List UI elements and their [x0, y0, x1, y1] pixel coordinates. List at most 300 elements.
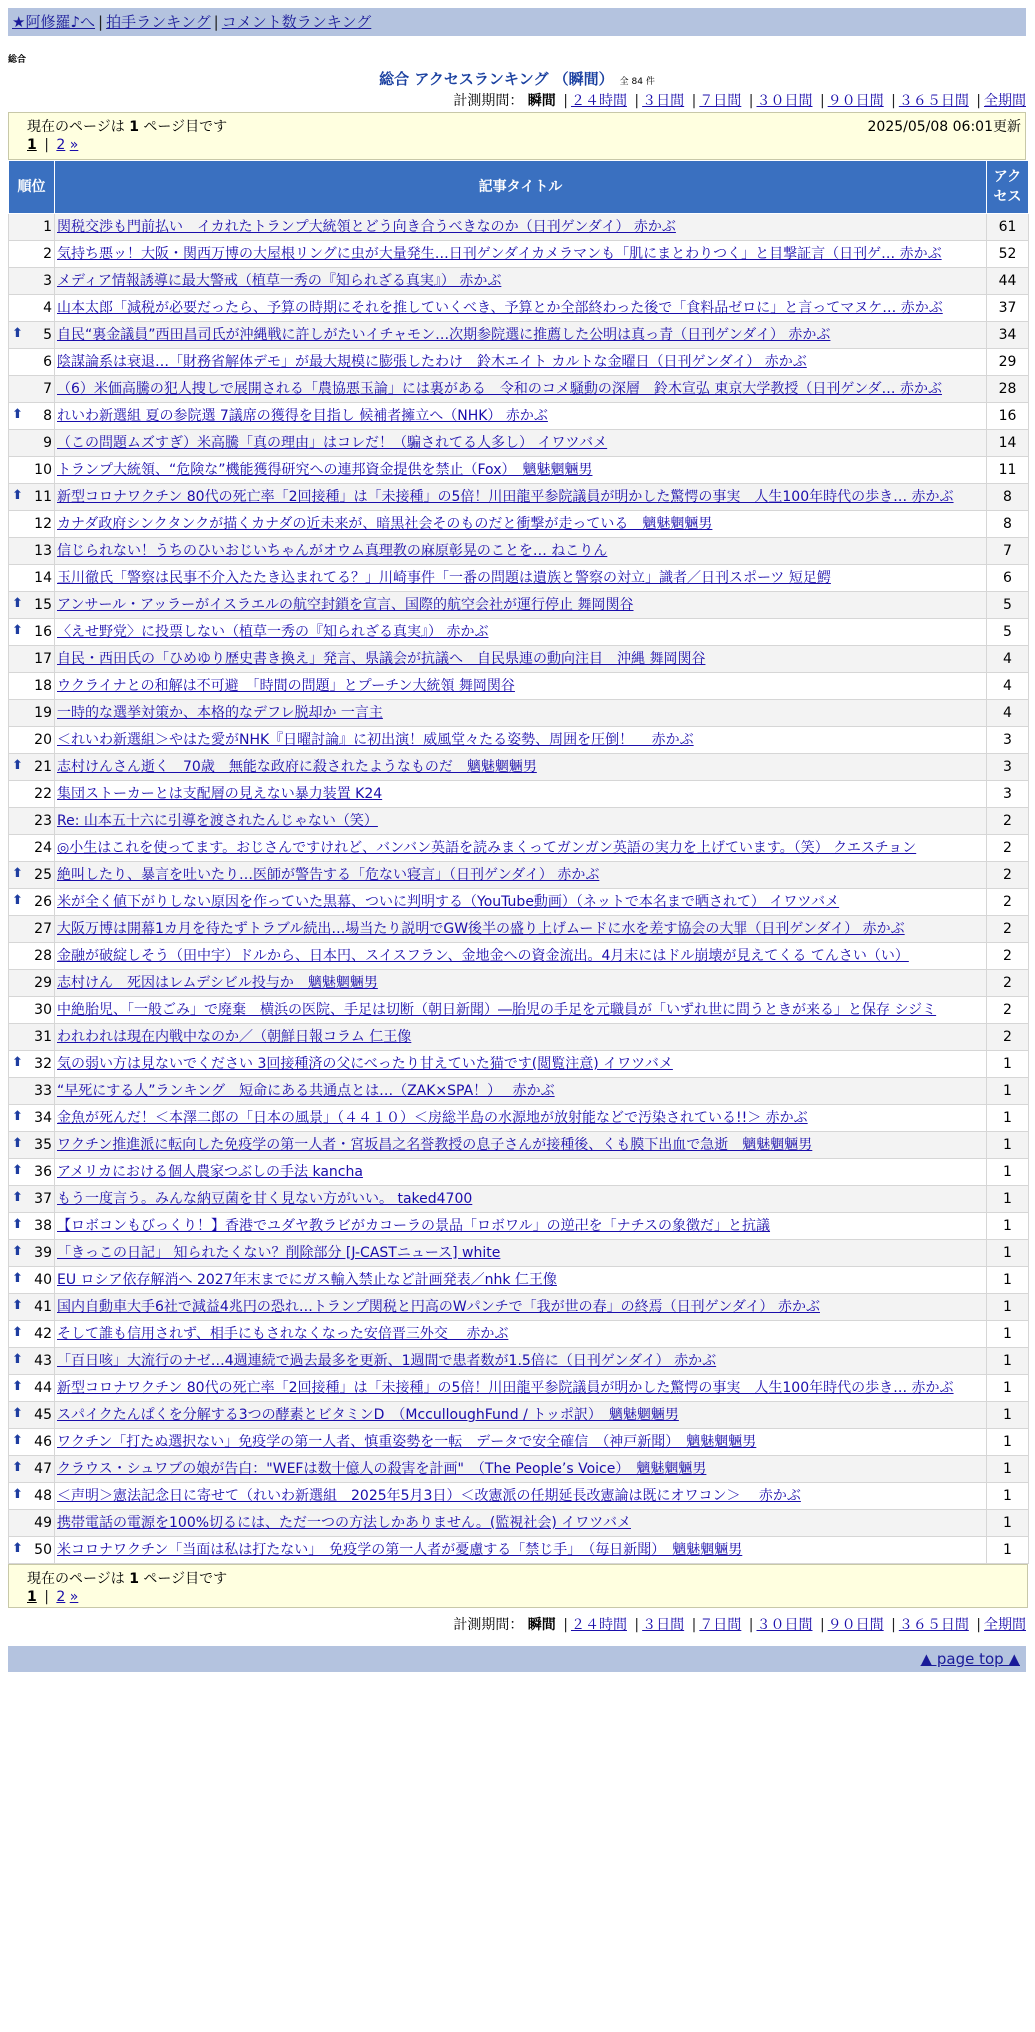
rank-number: 39: [34, 1245, 52, 1261]
rank-cell: [9, 295, 55, 322]
rank-cell: [9, 457, 55, 484]
pager: 1 | 2 »: [27, 137, 79, 153]
title-cell: [55, 1537, 987, 1564]
footer-bar: [8, 1646, 1026, 1672]
article-title-link[interactable]: メディア情報誘導に最大警戒（植草一秀の『知られざる真実』） 赤かぶ: [57, 273, 502, 289]
table-row: [9, 1375, 1029, 1402]
period-label-bottom: 計測期間：: [453, 1617, 524, 1633]
home-link[interactable]: ★阿修羅♪へ: [12, 13, 96, 31]
rank-cell: [9, 1483, 55, 1510]
access-count: 1: [987, 1429, 1029, 1456]
col-title-header: 記事タイトル: [55, 161, 987, 214]
article-title-link[interactable]: 自民“裏金議員”西田昌司氏が沖縄戦に許しがたいイチャモン…次期参院選に推薦した公明は真っ青（日刊ゲンダイ） 赤かぶ: [57, 327, 831, 343]
period-link-30d-bottom[interactable]: ３０日間: [756, 1617, 813, 1633]
article-title-link[interactable]: そして誰も信用されず、相手にもされなくなった安倍晋三外交 赤かぶ: [57, 1326, 509, 1342]
ranking-title-row: [8, 68, 1026, 90]
article-title-link[interactable]: 「百日咳」大流行のナゼ…4週連続で過去最多を更新、1週間で患者数が1.5倍に（日刊ゲンダイ） 赤かぶ: [57, 1353, 717, 1369]
page-1-current: 1: [27, 137, 37, 153]
table-row: [9, 1051, 1029, 1078]
access-count: 7: [987, 538, 1029, 565]
rank-number: 42: [34, 1326, 52, 1342]
article-title-link[interactable]: 陰謀論系は衰退…「財務省解体デモ」が最大規模に膨張したわけ 鈴木エイト カルトな金曜日（日刊ゲンダイ） 赤かぶ: [57, 354, 807, 370]
title-cell: [55, 727, 987, 754]
rank-number: 3: [43, 273, 52, 289]
col-access-header: アクセス: [987, 161, 1029, 214]
table-row: [9, 646, 1029, 673]
table-row: [9, 916, 1029, 943]
article-title-link[interactable]: 国内自動車大手6社で減益4兆円の恐れ…トランプ関税と円高のWパンチで「我が世の春」の終焉（日刊ゲンダイ） 赤かぶ: [57, 1299, 820, 1315]
access-count: 1: [987, 1510, 1029, 1537]
access-count: 4: [987, 673, 1029, 700]
table-row: [9, 349, 1029, 376]
rank-cell: [9, 835, 55, 862]
rank-up-arrow-icon: ⬆: [12, 893, 23, 908]
table-row: [9, 592, 1029, 619]
rank-number: 48: [34, 1488, 52, 1504]
title-cell: [55, 268, 987, 295]
title-cell: [55, 997, 987, 1024]
table-row: [9, 241, 1029, 268]
rank-number: 15: [34, 597, 52, 613]
access-count: 5: [987, 619, 1029, 646]
rank-cell: [9, 1213, 55, 1240]
access-count: 1: [987, 1132, 1029, 1159]
rank-number: 6: [43, 354, 52, 370]
rank-cell: [9, 1132, 55, 1159]
article-title-link[interactable]: ＜声明＞憲法記念日に寄せて（れいわ新選組 2025年5月3日）＜改憲派の任期延長改憲論は既にオワコン＞ 赤かぶ: [57, 1488, 801, 1504]
access-count: 1: [987, 1321, 1029, 1348]
access-count: 2: [987, 1024, 1029, 1051]
title-cell: [55, 619, 987, 646]
period-link-24h[interactable]: ２４時間: [570, 93, 627, 109]
rank-number: 8: [43, 408, 52, 424]
title-cell: [55, 241, 987, 268]
rank-number: 33: [34, 1083, 52, 1099]
rank-up-arrow-icon: ⬆: [12, 1298, 23, 1313]
rank-cell: [9, 1186, 55, 1213]
title-cell: [55, 1483, 987, 1510]
rank-cell: [9, 700, 55, 727]
access-count: 1: [987, 1213, 1029, 1240]
access-count: 1: [987, 1240, 1029, 1267]
rank-up-arrow-icon: ⬆: [12, 1136, 23, 1151]
period-current-bottom: 瞬間: [527, 1617, 556, 1633]
updated-time: 2025/05/08 06:01更新: [867, 119, 1021, 135]
access-count: 1: [987, 1375, 1029, 1402]
article-title-link[interactable]: 玉川徹氏「警察は民事不介入たたき込まれてる？」川崎事件「一番の問題は遺族と警察の対立」識者／日刊スポーツ 短足鰐: [57, 570, 831, 586]
article-title-link[interactable]: アメリカにおける個人農家つぶしの手法 kancha: [57, 1164, 363, 1180]
rank-number: 11: [34, 489, 52, 505]
access-count: 1: [987, 1294, 1029, 1321]
table-row: [9, 538, 1029, 565]
rank-number: 41: [34, 1299, 52, 1315]
ranking-title: 総合 アクセスランキング （瞬間）: [379, 70, 614, 88]
rank-cell: [9, 1078, 55, 1105]
access-count: 16: [987, 403, 1029, 430]
period-link-7d[interactable]: ７日間: [699, 93, 742, 109]
rank-cell: [9, 1267, 55, 1294]
title-cell: [55, 1402, 987, 1429]
access-count: 61: [987, 214, 1029, 241]
rank-cell: [9, 781, 55, 808]
access-count: 8: [987, 484, 1029, 511]
title-cell: [55, 835, 987, 862]
article-title-link[interactable]: ＜れいわ新選組＞やはた愛がNHK『日曜討論』に初出演！威風堂々たる姿勢、周囲を圧倒！ 赤かぶ: [57, 732, 694, 748]
rank-cell: [9, 268, 55, 295]
title-cell: [55, 322, 987, 349]
table-row: [9, 1483, 1029, 1510]
access-count: 4: [987, 700, 1029, 727]
current-page-number-bottom: 1: [129, 1571, 139, 1587]
title-cell: [55, 943, 987, 970]
rank-cell: [9, 1240, 55, 1267]
period-link-90d-bottom[interactable]: ９０日間: [827, 1617, 884, 1633]
rank-number: 12: [34, 516, 52, 532]
access-count: 11: [987, 457, 1029, 484]
rank-number: 13: [34, 543, 52, 559]
table-row: [9, 268, 1029, 295]
title-cell: [55, 295, 987, 322]
access-count: 28: [987, 376, 1029, 403]
rank-cell: [9, 214, 55, 241]
rank-number: 49: [34, 1515, 52, 1531]
title-cell: [55, 889, 987, 916]
access-count: 44: [987, 268, 1029, 295]
article-title-link[interactable]: （この問題ムズすぎ）米高騰「真の理由」はコレだ！（騙されてる人多し） イワツバメ: [57, 435, 608, 451]
rank-up-arrow-icon: ⬆: [12, 1433, 23, 1448]
title-cell: [55, 916, 987, 943]
title-cell: [55, 511, 987, 538]
article-title-link[interactable]: 志村けん 死因はレムデシビル投与か 魑魅魍魎男: [57, 975, 378, 991]
period-link-all[interactable]: 全期間: [984, 93, 1026, 109]
article-title-link[interactable]: 集団ストーカーとは支配層の見えない暴力装置 K24: [57, 786, 383, 802]
rank-cell: [9, 1429, 55, 1456]
table-row: [9, 619, 1029, 646]
rank-number: 35: [34, 1137, 52, 1153]
title-cell: [55, 673, 987, 700]
article-title-link[interactable]: 気の弱い方は見ないでください 3回接種済の父にべったり甘えていた猫です(閲覧注意) イワツバメ: [57, 1056, 673, 1072]
title-cell: [55, 538, 987, 565]
title-cell: [55, 349, 987, 376]
table-row: [9, 565, 1029, 592]
table-row: [9, 754, 1029, 781]
rank-cell: [9, 1375, 55, 1402]
article-title-link[interactable]: 一時的な選挙対策か、本格的なデフレ脱却か 一言主: [57, 705, 383, 721]
rank-number: 17: [34, 651, 52, 667]
article-title-link[interactable]: EU ロシア依存解消へ 2027年末までにガス輸入禁止など計画発表／nhk 仁王像: [57, 1272, 557, 1288]
table-row: [9, 1429, 1029, 1456]
title-cell: [55, 1429, 987, 1456]
nav-separator: |: [98, 13, 104, 31]
access-count: 4: [987, 646, 1029, 673]
article-title-link[interactable]: （6）米価高騰の犯人捜しで展開される「農協悪玉論」には裏がある 令和のコメ騒動の深層 鈴木宣弘 東京大学教授（日刊ゲンダ… 赤かぶ: [57, 381, 942, 397]
page-2-link-bottom[interactable]: 2: [56, 1589, 66, 1605]
table-row: [9, 511, 1029, 538]
rank-number: 46: [34, 1434, 52, 1450]
title-cell: [55, 1294, 987, 1321]
title-cell: [55, 1240, 987, 1267]
rank-number: 9: [43, 435, 52, 451]
rank-up-arrow-icon: ⬆: [12, 1109, 23, 1124]
table-row: [9, 1240, 1029, 1267]
period-link-3d-bottom[interactable]: ３日間: [642, 1617, 685, 1633]
current-page-text: 現在のページは 1 ページ目です: [27, 119, 228, 135]
rank-number: 21: [34, 759, 52, 775]
title-cell: [55, 484, 987, 511]
rank-cell: [9, 1348, 55, 1375]
access-count: 34: [987, 322, 1029, 349]
title-cell: [55, 565, 987, 592]
access-count: 1: [987, 1159, 1029, 1186]
period-link-365d-bottom[interactable]: ３６５日間: [898, 1617, 969, 1633]
article-title-link[interactable]: スパイクたんぱくを分解する3つの酵素とビタミンD （McculloughFund / トッポ訳） 魑魅魍魎男: [57, 1407, 679, 1423]
table-row: [9, 943, 1029, 970]
rank-up-arrow-icon: ⬆: [12, 1487, 23, 1502]
top-nav: [8, 8, 1026, 36]
title-cell: [55, 1132, 987, 1159]
article-title-link[interactable]: クラウス・シュワブの娘が告白："WEFは数十億人の殺害を計画" （The People’s Voice） 魑魅魍魎男: [57, 1461, 707, 1477]
article-title-link[interactable]: カナダ政府シンクタンクが描くカナダの近未来が、暗黒社会そのものだと衝撃が走っている 魑魅魍魎男: [57, 516, 713, 532]
rank-number: 7: [43, 381, 52, 397]
access-count: 2: [987, 889, 1029, 916]
rank-cell: [9, 997, 55, 1024]
table-row: [9, 835, 1029, 862]
access-count: 29: [987, 349, 1029, 376]
rank-up-arrow-icon: ⬆: [12, 1325, 23, 1340]
table-row: [9, 781, 1029, 808]
period-link-24h-bottom[interactable]: ２４時間: [570, 1617, 627, 1633]
table-row: [9, 727, 1029, 754]
access-count: 1: [987, 1105, 1029, 1132]
rank-number: 29: [34, 975, 52, 991]
period-link-all-bottom[interactable]: 全期間: [984, 1617, 1026, 1633]
rank-number: 38: [34, 1218, 52, 1234]
title-cell: [55, 403, 987, 430]
title-cell: [55, 1159, 987, 1186]
rank-up-arrow-icon: ⬆: [12, 1379, 23, 1394]
title-cell: [55, 592, 987, 619]
article-title-link[interactable]: 携帯電話の電源を100%切るには、ただ一つの方法しかありません。(監視社会) イワツバメ: [57, 1515, 631, 1531]
article-title-link[interactable]: 信じられない！うちのひいおじいちゃんがオウム真理教の麻原彰晃のことを… ねこりん: [57, 543, 608, 559]
rank-cell: [9, 1051, 55, 1078]
period-link-7d-bottom[interactable]: ７日間: [699, 1617, 742, 1633]
rank-cell: [9, 619, 55, 646]
article-title-link[interactable]: ウクライナとの和解は不可避 「時間の問題」とプーチン大統領 舞岡関谷: [57, 678, 515, 694]
title-cell: [55, 1078, 987, 1105]
period-link-90d[interactable]: ９０日間: [827, 93, 884, 109]
access-count: 5: [987, 592, 1029, 619]
rank-up-arrow-icon: ⬆: [12, 326, 23, 341]
access-count: 2: [987, 862, 1029, 889]
table-row: [9, 1456, 1029, 1483]
table-row: [9, 1321, 1029, 1348]
rank-number: 19: [34, 705, 52, 721]
article-title-link[interactable]: “早死にする人”ランキング 短命にある共通点とは…（ZAK×SPA！） 赤かぶ: [57, 1083, 555, 1099]
rank-number: 32: [34, 1056, 52, 1072]
rank-up-arrow-icon: ⬆: [12, 1190, 23, 1205]
access-count: 1: [987, 1456, 1029, 1483]
article-title-link[interactable]: 関税交渉も門前払い イカれたトランプ大統領とどう向き合うべきなのか（日刊ゲンダイ） 赤かぶ: [57, 219, 676, 235]
access-count: 1: [987, 1267, 1029, 1294]
article-title-link[interactable]: れいわ新選組 夏の参院選 7議席の獲得を目指し 候補者擁立へ（NHK） 赤かぶ: [57, 408, 548, 424]
rank-cell: [9, 646, 55, 673]
title-cell: [55, 1105, 987, 1132]
title-cell: [55, 646, 987, 673]
table-row: [9, 1348, 1029, 1375]
rank-number: 10: [34, 462, 52, 478]
next-page-link[interactable]: »: [69, 137, 79, 153]
article-title-link[interactable]: 志村けんさん逝く 70歳 無能な政府に殺されたようなものだ 魑魅魍魎男: [57, 759, 537, 775]
title-cell: [55, 376, 987, 403]
article-title-link[interactable]: Re: 山本五十六に引導を渡されたんじゃない（笑）: [57, 813, 378, 829]
table-row: [9, 1105, 1029, 1132]
rank-cell: [9, 916, 55, 943]
table-row: [9, 295, 1029, 322]
table-row: [9, 376, 1029, 403]
table-row: [9, 700, 1029, 727]
table-row: [9, 970, 1029, 997]
article-title-link[interactable]: 金融が破綻しそう（田中宇）ドルから、日本円、スイスフラン、金地金への資金流出。4月末にはドル崩壊が見えてくる てんさい（い）: [57, 948, 909, 964]
article-title-link[interactable]: 「きっこの日記」 知られたくない？削除部分 [J-CASTニュース] white: [57, 1245, 501, 1261]
access-count: 2: [987, 808, 1029, 835]
period-selector-bottom: 計測期間： 瞬間 | ２４時間 | ３日間 | ７日間 | ３０日間 | ９０日間 | ３６５日間 | 全期間: [453, 1617, 1026, 1633]
table-row: [9, 1186, 1029, 1213]
rank-cell: [9, 403, 55, 430]
title-cell: [55, 1321, 987, 1348]
rank-cell: [9, 1537, 55, 1564]
article-title-link[interactable]: 米コロナワクチン「当面は私は打たない」 免疫学の第一人者が憂慮する「禁じ手」 （毎日新聞） 魑魅魍魎男: [57, 1542, 743, 1558]
rank-number: 18: [34, 678, 52, 694]
rank-number: 26: [34, 894, 52, 910]
rank-cell: [9, 1105, 55, 1132]
article-title-link[interactable]: もう一度言う。みんな納豆菌を甘く見ない方がいい。 taked4700: [57, 1191, 473, 1207]
rank-number: 23: [34, 813, 52, 829]
access-count: 2: [987, 943, 1029, 970]
rank-number: 14: [34, 570, 52, 586]
access-count: 3: [987, 781, 1029, 808]
title-cell: [55, 1375, 987, 1402]
rank-number: 4: [43, 300, 52, 316]
table-row: [9, 862, 1029, 889]
page-top-link[interactable]: ▲ page top ▲: [920, 1650, 1020, 1668]
access-count: 1: [987, 1402, 1029, 1429]
title-cell: [55, 700, 987, 727]
rank-number: 45: [34, 1407, 52, 1423]
next-page-link-bottom[interactable]: »: [69, 1589, 79, 1605]
period-link-365d[interactable]: ３６５日間: [898, 93, 969, 109]
rank-cell: [9, 970, 55, 997]
rank-up-arrow-icon: ⬆: [12, 1406, 23, 1421]
article-title-link[interactable]: 気持ち悪ッ！大阪・関西万博の大屋根リングに虫が大量発生…日刊ゲンダイカメラマンも「肌にまとわりつく」と目撃証言（日刊ゲ… 赤かぶ: [57, 246, 942, 262]
applause-ranking-link[interactable]: 拍手ランキング: [106, 13, 211, 31]
access-count: 6: [987, 565, 1029, 592]
article-title-link[interactable]: トランプ大統領、“危険な”機能獲得研究への連邦資金提供を禁止（Fox） 魑魅魍魎男: [57, 462, 593, 478]
rank-number: 16: [34, 624, 52, 640]
article-title-link[interactable]: 新型コロナワクチン 80代の死亡率「2回接種」は「未接種」の5倍！川田龍平参院議員が明かした驚愕の事実 人生100年時代の歩き… 赤かぶ: [57, 1380, 954, 1396]
rank-number: 44: [34, 1380, 52, 1396]
current-page-text-bottom: 現在のページは 1 ページ目です: [27, 1571, 228, 1587]
article-title-link[interactable]: アンサール・アッラーがイスラエルの航空封鎖を宣言、国際的航空会社が運行停止 舞岡関谷: [57, 597, 634, 613]
page-2-link[interactable]: 2: [56, 137, 66, 153]
rank-up-arrow-icon: ⬆: [12, 866, 23, 881]
article-title-link[interactable]: 絶叫したり、暴言を吐いたり…医師が警告する「危ない寝言」（日刊ゲンダイ） 赤かぶ: [57, 867, 600, 883]
table-row: [9, 1024, 1029, 1051]
rank-up-arrow-icon: ⬆: [12, 1271, 23, 1286]
title-cell: [55, 214, 987, 241]
article-title-link[interactable]: 【ロボコンもびっくり！】香港でユダヤ教ラビがカコーラの景品「ロボワル」の逆卍を「ナチスの象徴だ」と抗議: [57, 1218, 771, 1234]
col-rank-header: 順位: [9, 161, 55, 214]
article-title-link[interactable]: われわれは現在内戦中なのか／（朝鮮日報コラム 仁王像: [57, 1029, 412, 1045]
rank-up-arrow-icon: ⬆: [12, 758, 23, 773]
article-title-link[interactable]: ◎小生はこれを使ってます。おじさんですけれど、バンバン英語を読みまくってガンガン英語の実力を上げています。（笑） クエスチョン: [57, 840, 917, 856]
title-cell: [55, 781, 987, 808]
article-title-link[interactable]: 大阪万博は開幕1カ月を待たずトラブル続出…場当たり説明でGW後半の盛り上げムードに水を差す協会の大罪（日刊ゲンダイ） 赤かぶ: [57, 921, 905, 937]
access-count: 1: [987, 1078, 1029, 1105]
rank-cell: [9, 1510, 55, 1537]
title-cell: [55, 1267, 987, 1294]
rank-number: 40: [34, 1272, 52, 1288]
table-row: [9, 889, 1029, 916]
period-label: 計測期間：: [453, 93, 524, 109]
rank-cell: [9, 673, 55, 700]
table-row: [9, 673, 1029, 700]
table-row: [9, 1213, 1029, 1240]
rank-cell: [9, 430, 55, 457]
rank-up-arrow-icon: ⬆: [12, 488, 23, 503]
article-title-link[interactable]: 山本太郎「減税が必要だったら、予算の時期にそれを推していくべき、予算とか全部終わった後で「食料品ゼロに」と言ってマヌケ… 赤かぶ: [57, 300, 943, 316]
rank-cell: [9, 943, 55, 970]
rank-up-arrow-icon: ⬆: [12, 1541, 23, 1556]
access-count: 2: [987, 997, 1029, 1024]
table-row: [9, 808, 1029, 835]
period-link-3d[interactable]: ３日間: [642, 93, 685, 109]
rank-up-arrow-icon: ⬆: [12, 1244, 23, 1259]
paging-box-bottom: [8, 1564, 1028, 1608]
rank-cell: [9, 862, 55, 889]
period-link-30d[interactable]: ３０日間: [756, 93, 813, 109]
rank-up-arrow-icon: ⬆: [12, 1460, 23, 1475]
access-count: 1: [987, 1051, 1029, 1078]
article-title-link[interactable]: 米が全く値下がりしない原因を作っていた黒幕、ついに判明する（YouTube動画）（ネットで本名まで晒されて） イワツバメ: [57, 894, 840, 910]
article-title-link[interactable]: 金魚が死んだ！＜本澤二郎の「日本の風景」（４４１０）＜房総半島の水源地が放射能などで汚染されている!!＞ 赤かぶ: [57, 1110, 808, 1126]
article-title-link[interactable]: 新型コロナワクチン 80代の死亡率「2回接種」は「未接種」の5倍！川田龍平参院議員が明かした驚愕の事実 人生100年時代の歩き… 赤かぶ: [57, 489, 954, 505]
rank-number: 47: [34, 1461, 52, 1477]
paging-box-top: [8, 112, 1026, 160]
rank-up-arrow-icon: ⬆: [12, 623, 23, 638]
rank-cell: [9, 754, 55, 781]
category-label: 総合: [8, 55, 27, 65]
rank-cell: [9, 484, 55, 511]
rank-number: 20: [34, 732, 52, 748]
access-count: 52: [987, 241, 1029, 268]
page-1-current-bottom: 1: [27, 1589, 37, 1605]
title-cell: [55, 1024, 987, 1051]
article-title-link[interactable]: 中絶胎児、「一般ごみ」で廃棄 横浜の医院、手足は切断（朝日新聞）―胎児の手足を元職員が「いずれ世に問うときが来る」と保存 シジミ: [57, 1002, 937, 1018]
article-title-link[interactable]: 自民・西田氏の「ひめゆり歴史書き換え」発言、県議会が抗議へ 自民県連の動向注目 沖縄 舞岡関谷: [57, 651, 706, 667]
title-cell: [55, 862, 987, 889]
comment-ranking-link[interactable]: コメント数ランキング: [221, 13, 372, 31]
rank-number: 50: [34, 1542, 52, 1558]
article-title-link[interactable]: 〈えせ野党〉に投票しない（植草一秀の『知られざる真実』） 赤かぶ: [57, 624, 489, 640]
article-title-link[interactable]: ワクチン「打たぬ選択ない」免疫学の第一人者、慎重姿勢を一転 データで安全確信 （神戸新聞） 魑魅魍魎男: [57, 1434, 757, 1450]
rank-up-arrow-icon: ⬆: [12, 1352, 23, 1367]
table-row: [9, 1294, 1029, 1321]
rank-cell: [9, 538, 55, 565]
rank-number: 31: [34, 1029, 52, 1045]
table-row: [9, 1159, 1029, 1186]
article-title-link[interactable]: ワクチン推進派に転向した免疫学の第一人者・宮坂昌之名誉教授の息子さんが接種後、くも膜下出血で急逝 魑魅魍魎男: [57, 1137, 813, 1153]
rank-cell: [9, 376, 55, 403]
